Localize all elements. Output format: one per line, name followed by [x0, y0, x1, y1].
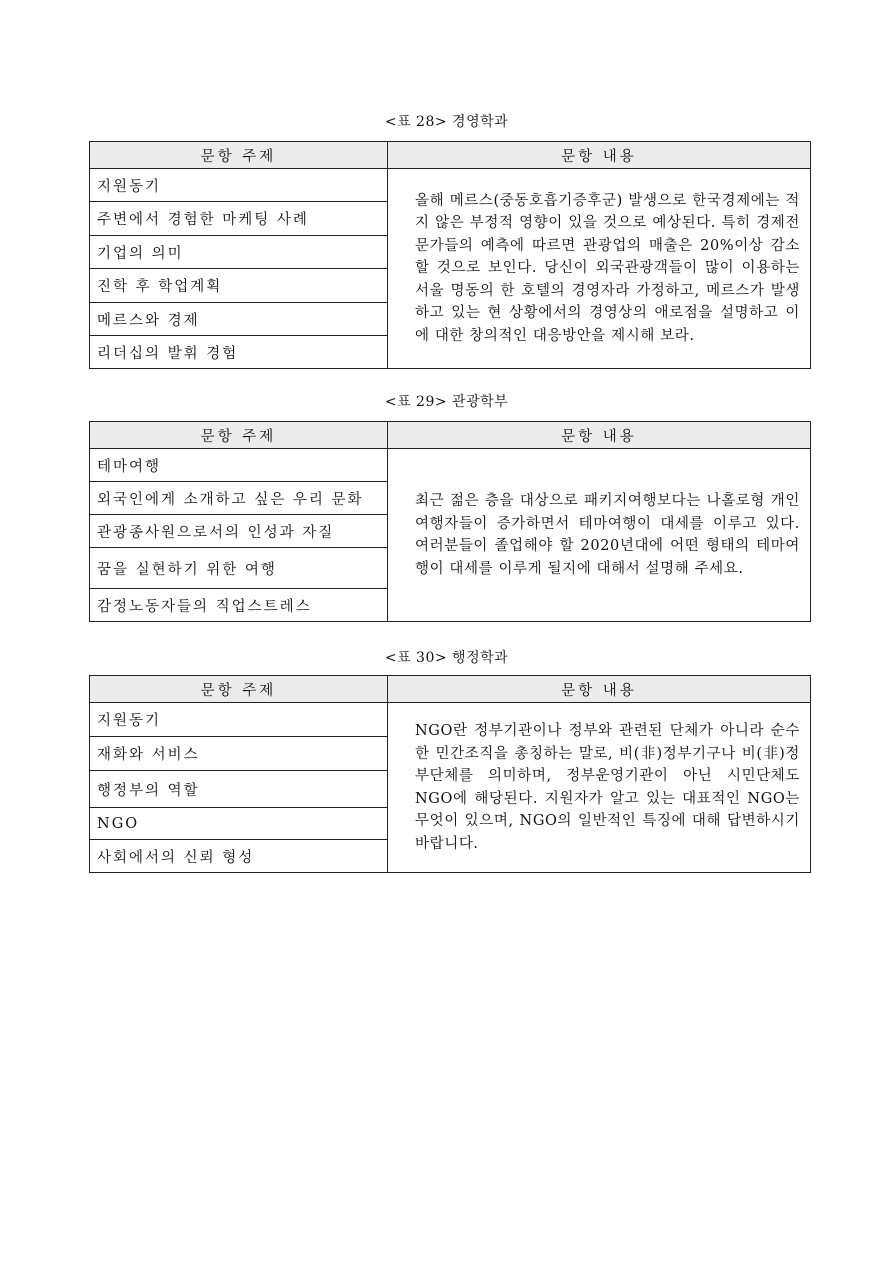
topic-cell: 꿈을 실현하기 위한 여행	[90, 548, 388, 589]
table-29	[89, 421, 811, 622]
topic-cell: 재화와 서비스	[90, 737, 388, 771]
content-cell: 올해 메르스(중동호흡기증후군) 발생으로 한국경제에는 적지 않은 부정적 영향이 있을 것으로 예상된다. 특히 경제전문가들의 예측에 따르면 관광업의 매출은 20%이상 감소할 것으로 보인다. 당신이 외국관광객들이 많이 이용하는 서울 명동의 한 호텔의 경영자라 가정하고, 메르스가 발생하고 있는 현 상황에서의 경영상의 애로점을 설명하고 이에 대한 창의적인 대응방안을 제시해 보라.	[388, 169, 811, 369]
content-header: 문항 내용	[388, 142, 811, 169]
topic-cell: 행정부의 역할	[90, 771, 388, 808]
topic-cell: 외국인에게 소개하고 싶은 우리 문화	[90, 482, 388, 515]
topic-cell: 사회에서의 신뢰 형성	[90, 840, 388, 873]
content-cell: 최근 젊은 층을 대상으로 패키지여행보다는 나홀로형 개인여행자들이 증가하면서 테마여행이 대세를 이루고 있다. 여러분들이 졸업해야 할 2020년대에 어떤 형태의 테마여행이 대세를 이루게 될지에 대해서 설명해 주세요.	[388, 449, 811, 622]
topic-cell: 기업의 의미	[90, 236, 388, 269]
topic-header: 문항 주제	[90, 142, 388, 169]
content-header: 문항 내용	[388, 422, 811, 449]
table-30-caption: <표 30> 행정학과	[384, 650, 509, 666]
table-28	[89, 141, 811, 369]
topic-cell: NGO	[90, 808, 388, 840]
topic-cell: 관광종사원으로서의 인성과 자질	[90, 515, 388, 548]
table-30	[89, 675, 811, 873]
topic-cell: 지원동기	[90, 703, 388, 737]
topic-cell: 진학 후 학업계획	[90, 269, 388, 303]
topic-cell: 감정노동자들의 직업스트레스	[90, 589, 388, 622]
topic-cell: 주변에서 경험한 마케팅 사례	[90, 202, 388, 236]
table-29-caption: <표 29> 관광학부	[384, 394, 509, 410]
topic-cell: 테마여행	[90, 449, 388, 482]
topic-header: 문항 주제	[90, 676, 388, 703]
topic-cell: 메르스와 경제	[90, 303, 388, 336]
content-header: 문항 내용	[388, 676, 811, 703]
topic-cell: 지원동기	[90, 169, 388, 202]
content-cell: NGO란 정부기관이나 정부와 관련된 단체가 아니라 순수한 민간조직을 총칭하는 말로, 비(非)정부기구나 비(非)정부단체를 의미하며, 정부운영기관이 아닌 시민단체도 NGO에 해당된다. 지원자가 알고 있는 대표적인 NGO는 무엇이 있으며, NGO의 일반적인 특징에 대해 답변하시기 바랍니다.	[388, 703, 811, 873]
topic-cell: 리더십의 발휘 경험	[90, 336, 388, 369]
topic-header: 문항 주제	[90, 422, 388, 449]
table-28-caption: <표 28> 경영학과	[384, 114, 509, 130]
